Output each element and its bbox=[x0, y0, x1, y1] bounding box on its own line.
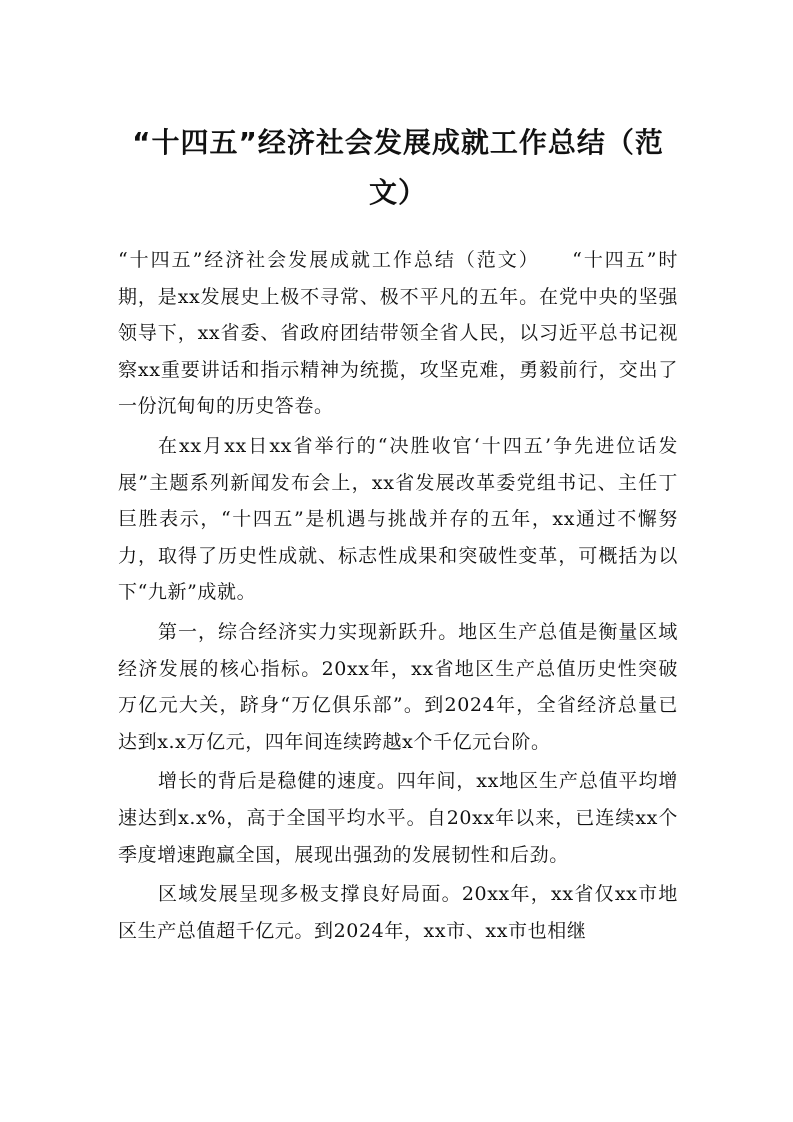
paragraph-growth-speed: 增长的背后是稳健的速度。四年间，xx地区生产总值平均增速达到x.x%，高于全国平均水平。自20xx年以来，已连续xx个季度增速跑赢全国，展现出强劲的发展韧性和后劲。 bbox=[118, 770, 678, 866]
document-body bbox=[118, 242, 678, 949]
paragraph-intro: “十四五”经济社会发展成就工作总结（范文） “十四五”时期，是xx发展史上极不寻常、极不平凡的五年。在党中央的坚强领导下，xx省委、省政府团结带领全省人民，以习近平总书记视察xx重要讲话和指示精神为统揽，攻坚克难，勇毅前行，交出了一份沉甸甸的历史答卷。 bbox=[118, 249, 678, 418]
paragraph-regional-development: 区域发展呈现多极支撑良好局面。20xx年，xx省仅xx市地区生产总值超千亿元。到2024年，xx市、xx市也相继 bbox=[118, 883, 678, 942]
paragraph-press-conference: 在xx月xx日xx省举行的“决胜收官‘十四五’争先进位话发展”主题系列新闻发布会上，xx省发展改革委党组书记、主任丁巨胜表示，“十四五”是机遇与挑战并存的五年，xx通过不懈努力，取得了历史性成就、标志性成果和突破性变革，可概括为以下“九新”成就。 bbox=[118, 434, 678, 604]
document-title: “十四五”经济社会发展成就工作总结（范文） bbox=[132, 126, 664, 209]
paragraph-economic-strength: 第一，综合经济实力实现新跃升。地区生产总值是衡量区域经济发展的核心指标。20xx年，xx省地区生产总值历史性突破万亿元大关，跻身“万亿俱乐部”。到2024年，全省经济总量已达到x.x万亿元，四年间连续跨越x个千亿元台阶。 bbox=[118, 620, 678, 753]
